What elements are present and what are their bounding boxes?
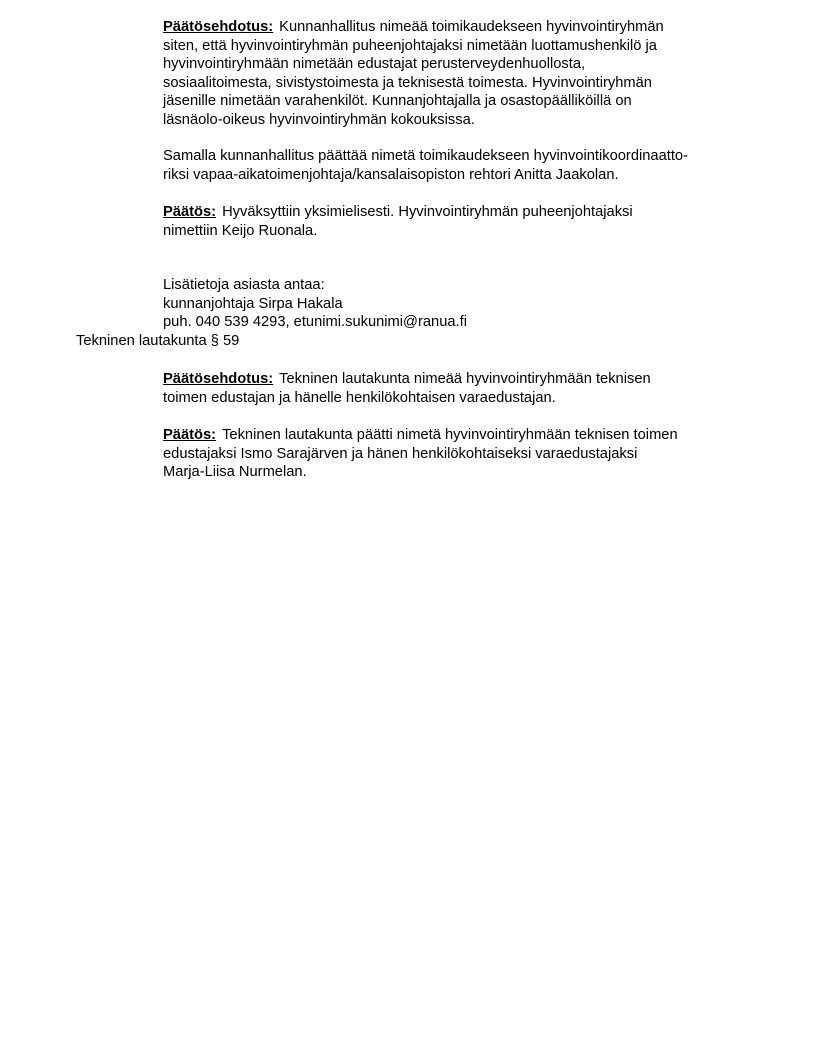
text-line: riksi vapaa-aikatoimenjohtaja/kansalaisopiston rehtori Anitta Jaakolan. [163,166,619,183]
text-line: Marja-Liisa Nurmelan. [163,464,307,480]
text-line [163,370,753,389]
text-line: toimen edustajan ja hänelle henkilökohtaisen varaedustajan. [163,389,556,406]
contact-phone-email: puh. 040 539 4293, etunimi.sukunimi@ranua.fi [163,314,467,330]
text-segment: Tekninen lautakunta nimeää hyvinvointiryhmään teknisen [279,371,651,387]
proposal-label: Päätösehdotus: [163,19,274,35]
decision-paragraph-2 [163,426,753,482]
text-line: jäsenille nimetään varahenkilöt. Kunnanjohtajalla ja osastopäälliköillä on [163,93,632,109]
text-line: Samalla kunnanhallitus päättää nimetä toimikaudekseen hyvinvointikoordinaatto- [163,148,688,164]
text-line [163,426,753,445]
decision-label: Päätös: [163,204,217,220]
text-segment: Hyväksyttiin yksimielisesti. Hyvinvointiryhmän puheenjohtajaksi [222,204,633,220]
text-segment: Tekninen lautakunta päätti nimetä hyvinvointiryhmään teknisen toimen [222,427,678,443]
decision-paragraph-1 [163,203,753,240]
text-line: hyvinvointiryhmään nimetään edustajat perusterveydenhuollosta, [163,56,586,72]
text-segment: Kunnanhallitus nimeää toimikaudekseen hyvinvointiryhmän [279,19,664,35]
text-line: läsnäolo-oikeus hyvinvointiryhmän kokouksissa. [163,111,475,128]
contact-info [163,276,753,332]
proposal-paragraph-1 [163,18,753,129]
text-line [163,18,753,37]
text-line: sosiaalitoimesta, sivistystoimesta ja teknisestä toimesta. Hyvinvointiryhmän [163,74,652,91]
contact-name: kunnanjohtaja Sirpa Hakala [163,295,343,312]
text-line [163,203,753,222]
coordinator-paragraph [163,147,753,184]
decision-label: Päätös: [163,427,217,443]
proposal-label: Päätösehdotus: [163,371,274,387]
contact-intro: Lisätietoja asiasta antaa: [163,277,325,293]
text-line: siten, että hyvinvointiryhmän puheenjohtajaksi nimetään luottamushenkilö ja [163,37,657,54]
text-line: nimettiin Keijo Ruonala. [163,222,318,239]
text-line: edustajaksi Ismo Sarajärven ja hänen henkilökohtaiseksi varaedustajaksi [163,445,638,462]
proposal-paragraph-2 [163,370,753,407]
section-heading: Tekninen lautakunta § 59 [76,333,240,349]
